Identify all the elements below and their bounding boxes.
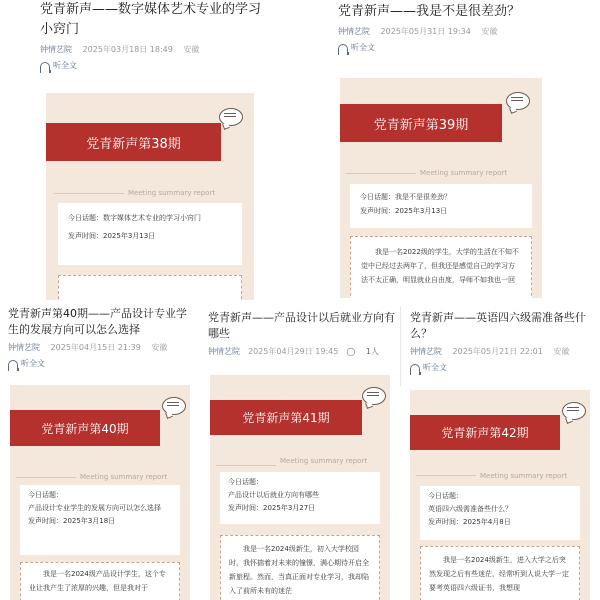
body-panel <box>350 236 532 298</box>
meeting-summary-label: Meeting summary report <box>128 189 216 197</box>
article-title[interactable]: 党青新声——数字媒体艺术专业的学习小窍门 <box>40 2 262 37</box>
likes-count: 1人 <box>365 347 379 356</box>
issue-title: 党青新声第39期 <box>373 117 469 133</box>
listen-button[interactable] <box>338 42 558 53</box>
speech-bubble-icon <box>562 402 586 420</box>
article-card[interactable] <box>8 306 196 378</box>
article-meta <box>40 44 270 55</box>
topic-label: 今日话题： <box>228 478 263 486</box>
account-name[interactable]: 钟情艺院 <box>338 27 370 36</box>
article-cover[interactable] <box>210 375 390 600</box>
divider <box>346 173 416 174</box>
body-panel <box>420 546 580 600</box>
headphones-icon <box>410 364 420 372</box>
topic-label: 今日话题： <box>428 492 463 500</box>
article-title[interactable]: 党青新声第40期——产品设计专业学生的发展方向可以怎么选择 <box>8 307 187 336</box>
meeting-summary-label: Meeting summary report <box>280 457 368 465</box>
meeting-summary-label: Meeting summary report <box>80 473 168 481</box>
article-title[interactable]: 党青新声——英语四六级需准备些什么？ <box>410 311 586 340</box>
topic-text: 英语四六级需准备些什么？ <box>428 505 512 513</box>
publish-date: 2025年05月21日 22:01 <box>452 347 543 356</box>
divider <box>216 465 276 466</box>
body-text: 我是一名2024级新生，进入大学之后突然发现之后有些迷茫，经常听到人说大学一定要考英语四六级证书，我想现 <box>429 556 569 592</box>
article-meta <box>410 346 595 357</box>
divider <box>400 306 401 386</box>
divider <box>54 193 124 194</box>
topic-text: 今日话题：我是不是很差劲？ <box>360 193 451 201</box>
meeting-summary-label: Meeting summary report <box>480 472 568 480</box>
publish-date: 2025年05月31日 19:34 <box>380 27 471 36</box>
publish-time: 发声时间：2025年3月13日 <box>68 232 156 240</box>
headphones-icon <box>8 360 18 368</box>
article-cover[interactable] <box>410 390 590 600</box>
headphones-icon <box>40 62 50 70</box>
publish-date: 2025年04月29日 19:45 <box>248 347 339 356</box>
topic-text: 产品设计以后就业方向有哪些 <box>228 491 319 499</box>
body-text: 我是一名2024级新生，初入大学校园时，我怀揣着对未来的憧憬，满心期待开启全新旅程。然而，当真正面对专业学习，我却陷入了前所未有的迷茫 <box>229 545 369 595</box>
headphones-icon <box>338 44 348 52</box>
likes[interactable] <box>346 346 387 357</box>
speech-bubble-icon <box>162 397 186 415</box>
article-title[interactable]: 党青新声——产品设计以后就业方向有哪些 <box>208 311 395 340</box>
listen-label: 听全文 <box>351 43 375 52</box>
article-card[interactable] <box>410 310 595 382</box>
body-panel <box>58 275 242 300</box>
divider <box>16 477 76 478</box>
issue-title: 党青新声第40期 <box>41 421 129 436</box>
publish-time: 发声时间：2025年4月8日 <box>428 518 511 526</box>
issue-banner <box>410 415 560 450</box>
thumbs-up-icon: ◯ <box>346 347 356 356</box>
issue-title: 党青新声第41期 <box>242 411 330 425</box>
topic-panel <box>58 203 242 265</box>
divider <box>416 475 476 476</box>
body-panel <box>220 535 380 600</box>
speech-bubble-icon <box>219 108 243 126</box>
body-text: 我是一名2024级产品设计学生，这个专业让我产生了浓厚的兴趣，但是我对于 <box>29 570 166 592</box>
location: 安徽 <box>183 45 200 54</box>
issue-banner <box>46 123 221 161</box>
article-meta <box>8 342 196 353</box>
issue-title: 党青新声第38期 <box>86 136 181 152</box>
location: 安徽 <box>151 343 168 352</box>
publish-time: 发声时间：2025年3月13日 <box>360 207 448 215</box>
topic-panel <box>350 184 532 228</box>
publish-date: 2025年04月15日 21:39 <box>50 343 141 352</box>
meeting-summary-label: Meeting summary report <box>420 169 508 177</box>
speech-bubble-icon <box>506 92 530 110</box>
listen-button[interactable] <box>8 358 196 369</box>
location: 安徽 <box>481 27 498 36</box>
speech-bubble-icon <box>362 387 386 405</box>
issue-banner <box>210 400 362 435</box>
article-cover[interactable] <box>340 78 542 298</box>
issue-banner <box>340 104 502 142</box>
body-text: 我是一名2022级的学生，大学的生活在不知不觉中已经过去两年了，但我还是感觉自己的学习方法不太正确，明显就业自由度，导师不如我也一回 <box>361 248 519 284</box>
publish-date: 2025年03月18日 18:49 <box>82 45 173 54</box>
account-name[interactable]: 钟情艺院 <box>40 45 72 54</box>
topic-panel <box>420 486 580 540</box>
topic-text: 产品设计专业学生的发展方向可以怎么选择 <box>28 504 161 512</box>
article-card[interactable] <box>208 310 398 370</box>
topic-label: 今日话题： <box>28 491 63 499</box>
article-cover[interactable] <box>10 385 190 600</box>
article-meta <box>338 26 558 37</box>
publish-time: 发声时间：2025年3月18日 <box>28 517 116 525</box>
listen-label: 听全文 <box>423 363 447 372</box>
issue-banner <box>10 410 160 446</box>
topic-text: 今日话题：数字媒体艺术专业的学习小窍门 <box>68 214 201 222</box>
article-card[interactable] <box>338 2 558 82</box>
topic-panel <box>220 472 380 524</box>
body-panel <box>20 562 180 600</box>
listen-button[interactable] <box>410 362 595 373</box>
topic-panel <box>20 485 180 555</box>
article-cover[interactable] <box>46 93 254 300</box>
account-name[interactable]: 钟情艺院 <box>410 347 442 356</box>
listen-label: 听全文 <box>53 61 77 70</box>
listen-button[interactable] <box>40 60 270 71</box>
listen-label: 听全文 <box>21 359 45 368</box>
account-name[interactable]: 钟情艺院 <box>208 347 240 356</box>
article-meta <box>208 346 398 357</box>
article-title[interactable]: 党青新声——我是不是很差劲？ <box>338 4 521 19</box>
location: 安徽 <box>553 347 570 356</box>
account-name[interactable]: 钟情艺院 <box>8 343 40 352</box>
publish-time: 发声时间：2025年3月27日 <box>228 504 316 512</box>
issue-title: 党青新声第42期 <box>441 426 529 440</box>
